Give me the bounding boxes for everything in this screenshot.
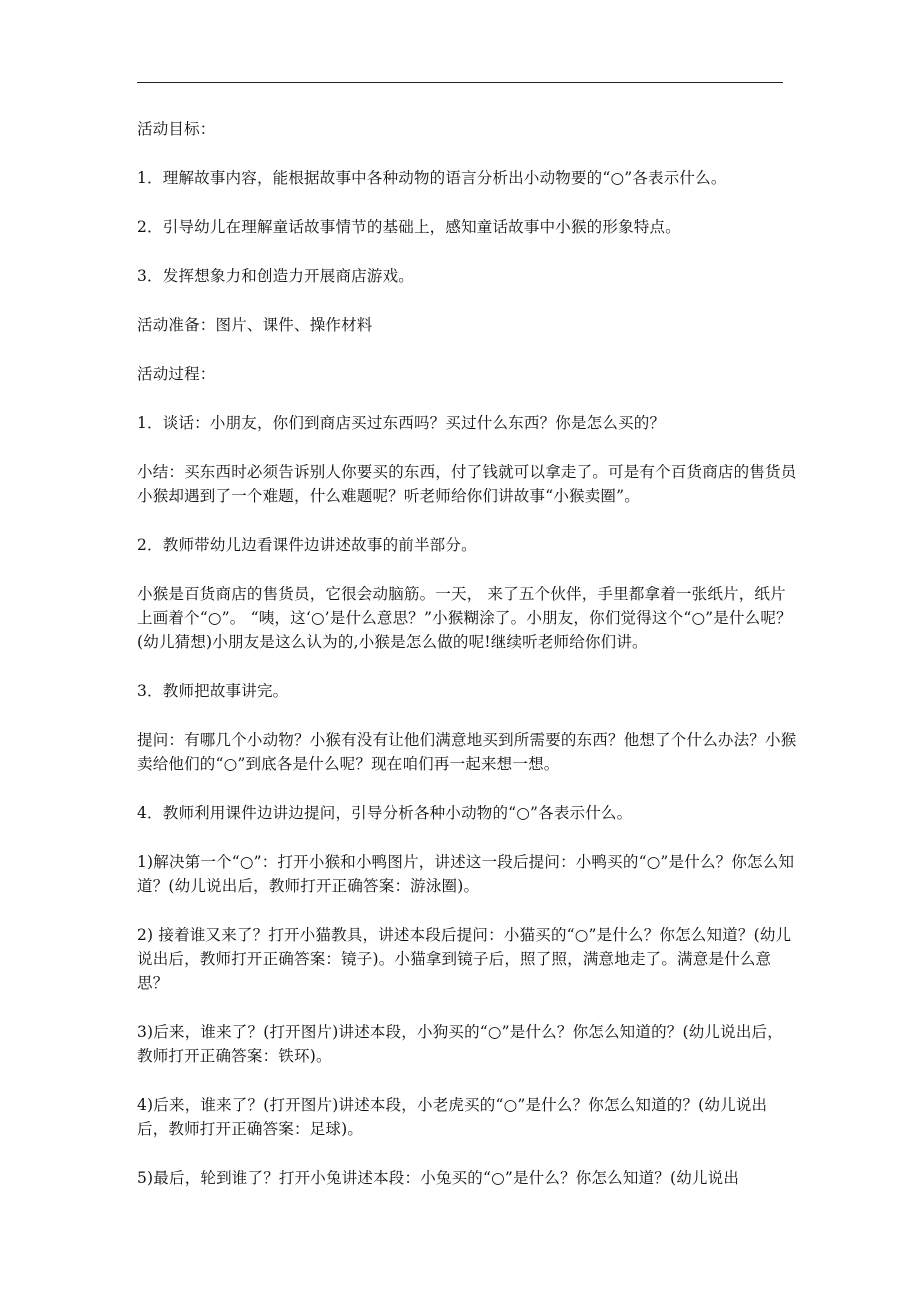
sub-step-1-duck: 1)解决第一个“○”：打开小猴和小鸭图片，讲述这一段后提问：小鸭买的“○”是什么？你怎么知道？(幼儿说出后，教师打开正确答案：游泳圈)。 bbox=[137, 853, 795, 895]
heading-activity-process: 活动过程： bbox=[137, 365, 216, 383]
goal-item-1: 1．理解故事内容，能根据故事中各种动物的语言分析出小动物要的“○”各表示什么。 bbox=[137, 169, 727, 187]
header-rule bbox=[137, 82, 783, 83]
sub-step-5-rabbit: 5)最后，轮到谁了？打开小兔讲述本段：小兔买的“○”是什么？你怎么知道？(幼儿说出 bbox=[137, 1169, 740, 1187]
process-step-1: 1．谈话：小朋友，你们到商店买过东西吗？买过什么东西？你是怎么买的？ bbox=[137, 414, 666, 432]
process-step-2: 2．教师带幼儿边看课件边讲述故事的前半部分。 bbox=[137, 536, 477, 554]
story-first-half: 小猴是百货商店的售货员，它很会动脑筋。一天， 来了五个伙伴，手里都拿着一张纸片，纸片上画着个“○”。 “咦，这‘○’是什么意思？”小猴糊涂了。小朋友，你们觉得这个“○”是什么呢？(幼儿猜想)小朋友是这么认为的,小猴是怎么做的呢!继续听老师给你们讲。 bbox=[137, 585, 792, 651]
process-summary: 小结：买东西时必须告诉别人你要买的东西，付了钱就可以拿走了。可是有个百货商店的售货员小猴却遇到了一个难题，什么难题呢？听老师给你们讲故事“小猴卖圈”。 bbox=[137, 463, 797, 505]
goal-item-3: 3．发挥想象力和创造力开展商店游戏。 bbox=[137, 267, 414, 285]
document-body bbox=[137, 117, 797, 1215]
activity-preparation: 活动准备：图片、课件、操作材料 bbox=[137, 316, 373, 334]
sub-step-4-tiger: 4)后来，谁来了？(打开图片)讲述本段，小老虎买的“○”是什么？你怎么知道的？(幼儿说出后，教师打开正确答案：足球)。 bbox=[137, 1096, 768, 1138]
sub-step-3-dog: 3)后来，谁来了？(打开图片)讲述本段，小狗买的“○”是什么？你怎么知道的？(幼儿说出后，教师打开正确答案：铁环)。 bbox=[137, 1023, 783, 1065]
process-step-4: 4．教师利用课件边讲边提问，引导分析各种小动物的“○”各表示什么。 bbox=[137, 804, 633, 822]
questions-paragraph: 提问：有哪几个小动物？小猴有没有让他们满意地买到所需要的东西？他想了个什么办法？小猴卖给他们的“○”到底各是什么呢？现在咱们再一起来想一想。 bbox=[137, 731, 797, 773]
heading-activity-goals: 活动目标： bbox=[137, 120, 216, 138]
process-step-3: 3．教师把故事讲完。 bbox=[137, 682, 289, 700]
goal-item-2: 2．引导幼儿在理解童话故事情节的基础上，感知童话故事中小猴的形象特点。 bbox=[137, 218, 681, 236]
sub-step-2-cat: 2) 接着谁又来了？打开小猫教具，讲述本段后提问：小猫买的“○”是什么？你怎么知道？(幼儿说出后，教师打开正确答案：镜子)。小猫拿到镜子后，照了照，满意地走了。满意是什么意思？ bbox=[137, 926, 792, 992]
